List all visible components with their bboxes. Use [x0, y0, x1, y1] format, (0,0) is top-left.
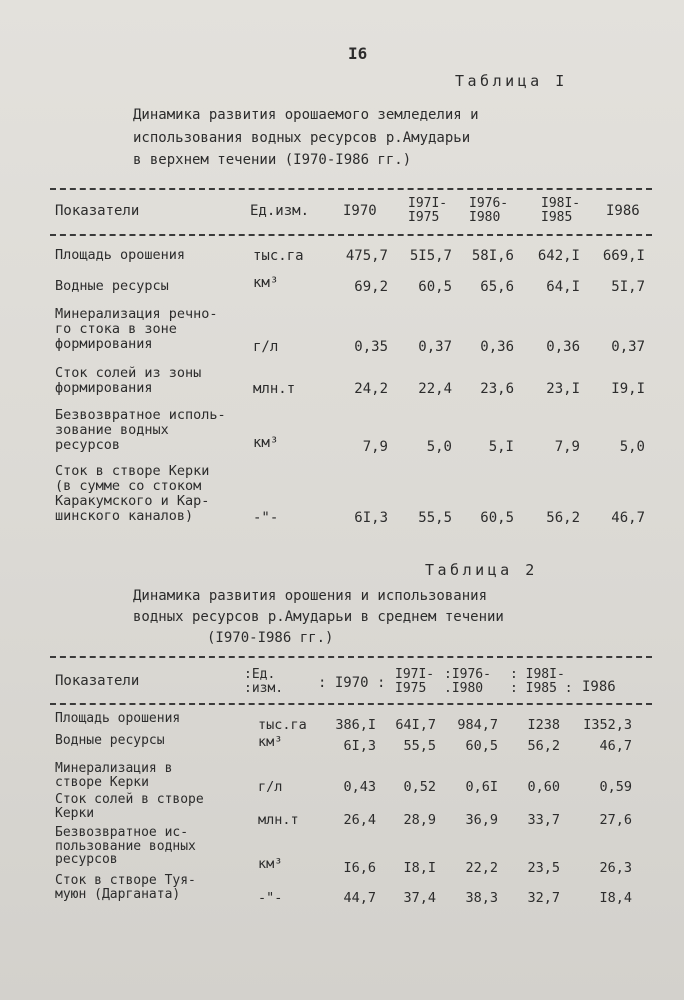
table2-row-2-value-5: 46,7 — [599, 738, 632, 754]
table2-row-5-indicator: Безвозвратное ис- пользование водных ресурсов — [55, 825, 196, 867]
table2-row-3-value-4: 0,60 — [527, 779, 560, 795]
table1-header-1986: I986 — [606, 203, 640, 219]
table2-row-5-value-2: I8,I — [403, 860, 436, 876]
table1-row-3-value-2: 0,37 — [418, 339, 452, 355]
table1-top-rule — [50, 188, 652, 190]
table1-row-4-value-4: 23,I — [546, 381, 580, 397]
table1-row-5-value-2: 5,0 — [426, 439, 452, 455]
table1-row-3-value-4: 0,36 — [546, 339, 580, 355]
table2-header-1971-1975: I97I- I975 — [395, 667, 435, 696]
table2-row-6-unit: -"- — [258, 890, 283, 906]
table1-row-2-unit: км³ — [253, 275, 279, 291]
table2-row-1-value-3: 984,7 — [457, 717, 498, 733]
table1-row-3-value-1: 0,35 — [354, 339, 388, 355]
table2-row-2-unit: км³ — [258, 734, 283, 750]
table2-header-1970: : I970 : — [318, 675, 386, 691]
table2-row-2-indicator: Водные ресурсы — [55, 733, 165, 748]
table2-header-1981-1985: : I98I- : I985 : — [510, 667, 573, 696]
table1-row-3-value-5: 0,37 — [611, 339, 645, 355]
table1-caption-line3: в верхнем течении (I970-I986 гг.) — [133, 152, 412, 168]
table1-row-6-value-5: 46,7 — [611, 510, 645, 526]
table2-header-indicator: Показатели — [55, 673, 140, 689]
table2-row-3-value-3: 0,6I — [465, 779, 498, 795]
table1-label: Таблица I — [455, 72, 568, 90]
table2-row-4-value-1: 26,4 — [343, 812, 376, 828]
table1-caption-line2: использования водных ресурсов р.Амударьи — [133, 130, 471, 146]
table1-row-2-value-5: 5I,7 — [611, 279, 645, 295]
table1-row-4-value-2: 22,4 — [418, 381, 452, 397]
table2-row-6-value-2: 37,4 — [403, 890, 436, 906]
table2-row-5-value-4: 23,5 — [527, 860, 560, 876]
table1-row-6-value-3: 60,5 — [480, 510, 514, 526]
table1-row-3-indicator: Минерализация речно- го стока в зоне формирования — [55, 306, 218, 352]
table1-row-1-unit: тыс.га — [253, 248, 304, 264]
table2-row-2-value-4: 56,2 — [527, 738, 560, 754]
table2-header-unit: :Ед. :изм. — [244, 667, 284, 696]
table2-row-4-value-2: 28,9 — [403, 812, 436, 828]
table2-row-3-indicator: Минерализация в створе Керки — [55, 761, 173, 790]
table2-row-5-unit: км³ — [258, 856, 283, 872]
table2-header-1976-1980: :I976- .I980 — [444, 667, 491, 696]
table2-row-2-value-3: 60,5 — [465, 738, 498, 754]
table1-row-1-value-2: 5I5,7 — [409, 248, 452, 264]
table2-row-6-value-3: 38,3 — [465, 890, 498, 906]
table1-row-3-unit: г/л — [253, 339, 279, 355]
table1-row-2-value-3: 65,6 — [480, 279, 514, 295]
table2-row-6-value-4: 32,7 — [527, 890, 560, 906]
table2-label: Таблица 2 — [425, 561, 538, 579]
table2-top-rule — [50, 656, 652, 658]
table1-row-1-indicator: Площадь орошения — [55, 247, 186, 263]
table1-header-1971-1975: I97I- I975 — [408, 196, 448, 225]
table1-row-5-unit: км³ — [253, 435, 279, 451]
table1-row-1-value-1: 475,7 — [345, 248, 388, 264]
table1-row-6-value-1: 6I,3 — [354, 510, 388, 526]
table1-row-6-value-4: 56,2 — [546, 510, 580, 526]
table2-row-4-value-5: 27,6 — [599, 812, 632, 828]
table2-row-1-value-2: 64I,7 — [395, 717, 436, 733]
table1-row-6-unit: -"- — [253, 510, 279, 526]
table1-row-2-value-4: 64,I — [546, 279, 580, 295]
table2-row-5-value-3: 22,2 — [465, 860, 498, 876]
table2-row-2-value-2: 55,5 — [403, 738, 436, 754]
table1-row-2-indicator: Водные ресурсы — [55, 278, 169, 294]
table1-row-4-value-3: 23,6 — [480, 381, 514, 397]
table2-row-6-value-1: 44,7 — [343, 890, 376, 906]
table2-row-3-value-1: 0,43 — [343, 779, 376, 795]
table2-row-1-value-1: 386,I — [335, 717, 376, 733]
table1-row-5-indicator: Безвозвратное исполь- зование водных ресурсов — [55, 407, 226, 453]
table1-row-6-indicator: Сток в створе Керки (в сумме со стоком Каракумского и Кар- шинского каналов) — [55, 463, 210, 524]
table1-row-5-value-5: 5,0 — [619, 439, 645, 455]
table1-row-5-value-3: 5,I — [488, 439, 514, 455]
table1-row-1-value-3: 58I,6 — [471, 248, 514, 264]
table2-caption-line2: водных ресурсов р.Амударьи в среднем течении — [133, 609, 504, 625]
table2-row-6-indicator: Сток в створе Туя- муюн (Дарганата) — [55, 873, 196, 902]
table1-header-indicator: Показатели — [55, 203, 140, 219]
table1-row-1-value-4: 642,I — [537, 248, 580, 264]
table1-row-5-value-4: 7,9 — [554, 439, 580, 455]
table2-row-5-value-1: I6,6 — [343, 860, 376, 876]
table2-row-3-value-2: 0,52 — [403, 779, 436, 795]
table1-row-2-value-2: 60,5 — [418, 279, 452, 295]
table1-row-3-value-3: 0,36 — [480, 339, 514, 355]
table2-row-4-value-4: 33,7 — [527, 812, 560, 828]
table2-row-1-value-4: I238 — [527, 717, 560, 733]
table1-caption-line1: Динамика развития орошаемого земледелия и — [133, 107, 479, 123]
table2-header-1986: I986 — [582, 679, 616, 695]
table1-header-unit: Ед.изм. — [250, 203, 310, 219]
table2-row-4-value-3: 36,9 — [465, 812, 498, 828]
table1-row-4-value-1: 24,2 — [354, 381, 388, 397]
table2-caption-line3: (I970-I986 гг.) — [207, 630, 334, 646]
table2-row-2-value-1: 6I,3 — [343, 738, 376, 754]
table2-row-1-unit: тыс.га — [258, 717, 307, 733]
table1-row-5-value-1: 7,9 — [362, 439, 388, 455]
table2-row-4-indicator: Сток солей в створе Керки — [55, 792, 204, 821]
table2-row-3-value-5: 0,59 — [599, 779, 632, 795]
table1-header-1981-1985: I98I- I985 — [541, 196, 581, 225]
table2-row-3-unit: г/л — [258, 779, 283, 795]
table2-row-4-unit: млн.т — [258, 812, 299, 828]
table1-row-1-value-5: 669,I — [602, 248, 645, 264]
table1-header-1970: I970 — [343, 203, 377, 219]
table2-caption-line1: Динамика развития орошения и использования — [133, 588, 488, 604]
table1-row-6-value-2: 55,5 — [418, 510, 452, 526]
table1-row-4-indicator: Сток солей из зоны формирования — [55, 365, 202, 396]
table1-row-2-value-1: 69,2 — [354, 279, 388, 295]
table2-row-1-value-5: I352,3 — [583, 717, 632, 733]
table2-row-6-value-5: I8,4 — [599, 890, 632, 906]
table2-header-rule — [50, 703, 652, 705]
page-number: I6 — [348, 44, 368, 63]
table2-row-1-indicator: Площадь орошения — [55, 711, 181, 726]
table1-row-4-value-5: I9,I — [611, 381, 645, 397]
table1-row-4-unit: млн.т — [253, 381, 296, 397]
table1-header-rule — [50, 234, 652, 236]
table1-header-1976-1980: I976- I980 — [469, 196, 509, 225]
table2-row-5-value-5: 26,3 — [599, 860, 632, 876]
